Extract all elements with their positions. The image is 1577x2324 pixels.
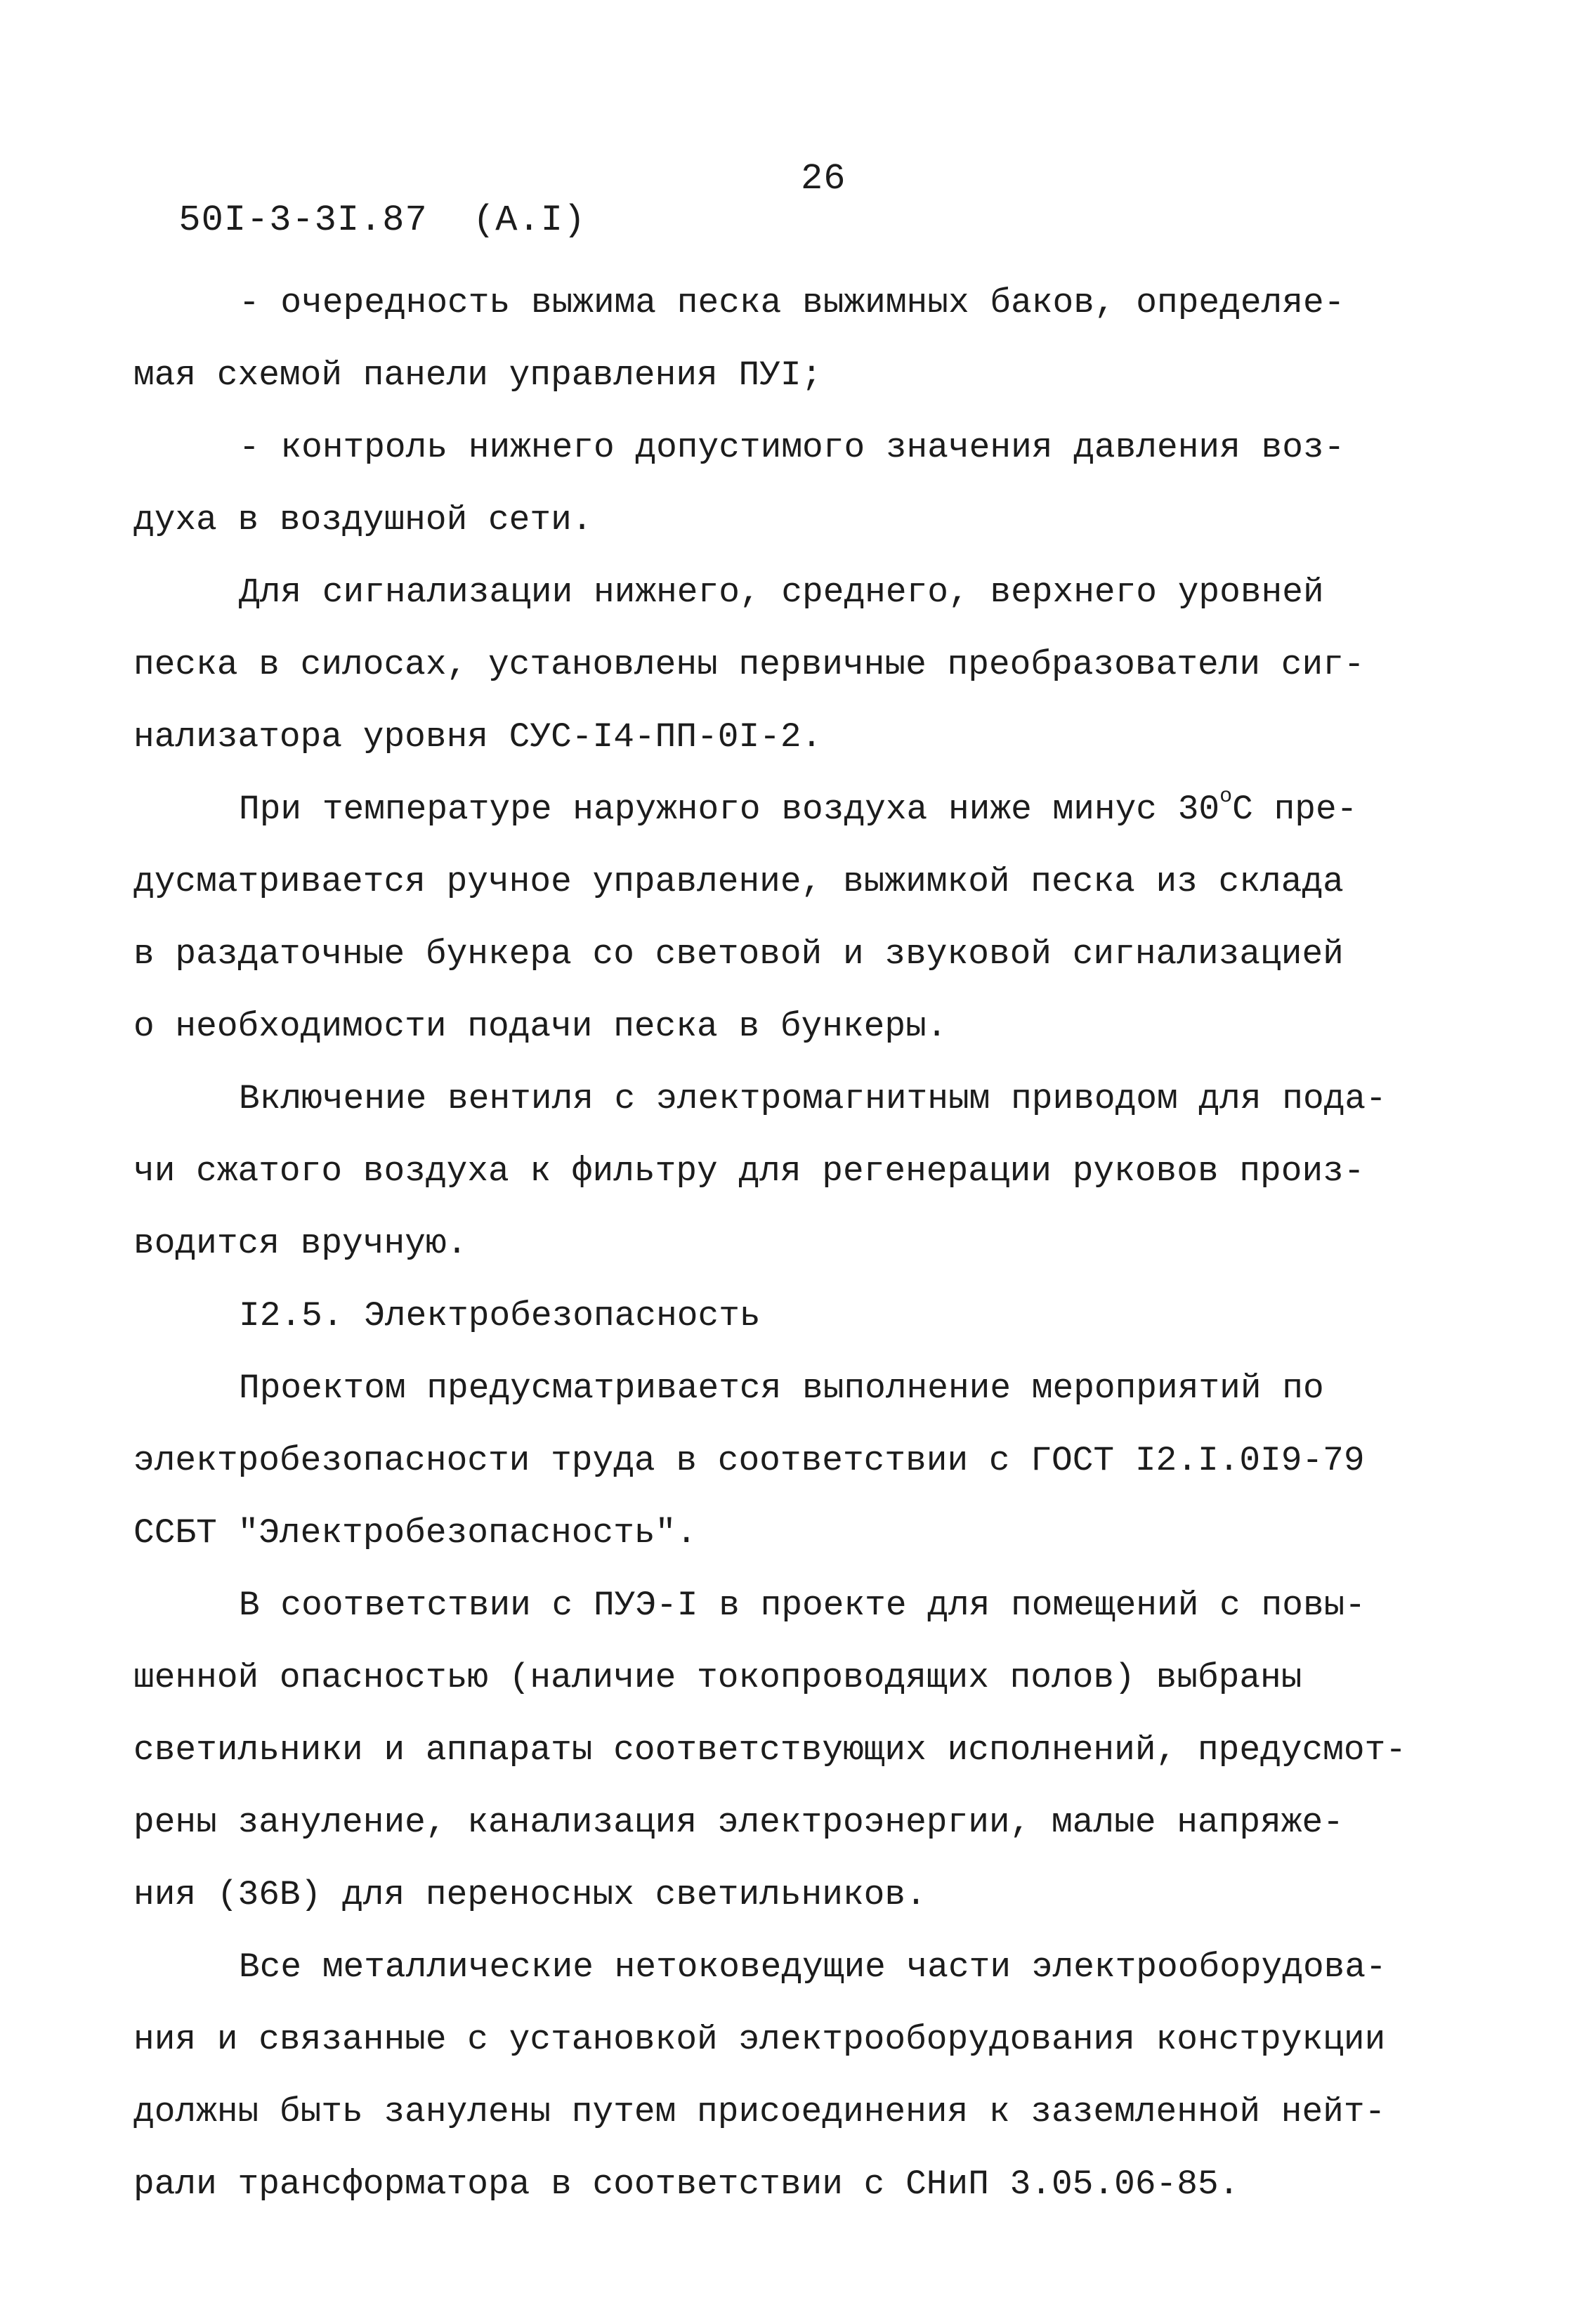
text-line-content: мая схемой панели управления ПУI; [133, 355, 823, 395]
text-line-continuation: С пре- [1232, 790, 1358, 829]
text-line-content: Все металлические нетоковедущие части электрооборудова- [239, 1947, 1387, 1987]
text-line [133, 918, 1468, 991]
text-line [133, 629, 1468, 701]
page-number: 26 [801, 158, 846, 200]
text-line-content: При температуре наружного воздуха ниже минус 30 [239, 790, 1220, 829]
text-line [133, 991, 1468, 1063]
text-line [133, 484, 1468, 556]
text-line [133, 556, 1468, 629]
text-line [133, 267, 1468, 339]
text-line [133, 846, 1468, 918]
text-line-content: Для сигнализации нижнего, среднего, верхнего уровней [239, 573, 1324, 612]
text-line-content: чи сжатого воздуха к фильтру для регенерации руковов произ- [133, 1151, 1365, 1191]
text-line [133, 1859, 1468, 1931]
text-line-content: дусматривается ручное управление, выжимкой песка из склада [133, 862, 1344, 901]
text-line [133, 2148, 1468, 2221]
text-line-content: рали трансформатора в соответствии с СНиП 3.05.06-85. [133, 2165, 1240, 2204]
text-line [133, 701, 1468, 773]
text-line [133, 339, 1468, 412]
text-line [133, 1135, 1468, 1208]
text-line-content: ССБТ "Электробезопасность". [133, 1513, 698, 1553]
text-line [133, 2076, 1468, 2148]
text-line-content: должны быть занулены путем присоединения к заземленной нейт- [133, 2092, 1386, 2132]
text-line-content: ния и связанные с установкой электрооборудования конструкции [133, 2020, 1386, 2059]
text-line-content: электробезопасности труда в соответствии с ГОСТ I2.I.0I9-79 [133, 1441, 1365, 1480]
text-line [133, 412, 1468, 484]
text-line-content: рены зануление, канализация электроэнергии, малые напряже- [133, 1803, 1344, 1842]
page-header [133, 158, 846, 282]
text-line-content: в раздаточные бункера со световой и звуковой сигнализацией [133, 934, 1344, 974]
text-line-content: о необходимости подачи песка в бункеры. [133, 1007, 948, 1046]
text-line [133, 1063, 1468, 1135]
body-text [133, 267, 1468, 2221]
text-line [133, 1569, 1468, 1642]
text-line-content: шенной опасностью (наличие токопроводящих полов) выбраны [133, 1658, 1302, 1697]
text-line-content: Проектом предусматривается выполнение мероприятий по [239, 1369, 1324, 1408]
text-line-content: ния (36В) для переносных светильников. [133, 1875, 927, 1914]
text-line-content: водится вручную. [133, 1224, 468, 1263]
text-line [133, 1642, 1468, 1714]
text-line [133, 1425, 1468, 1497]
text-line-content: песка в силосах, установлены первичные преобразователи сиг- [133, 645, 1365, 684]
text-line-content: I2.5. Электробезопасность [239, 1296, 761, 1336]
text-line-content: духа в воздушной сети. [133, 500, 593, 540]
text-line-content: нализатора уровня СУС-I4-ПП-0I-2. [133, 717, 823, 757]
text-line-content: - контроль нижнего допустимого значения давления воз- [239, 428, 1345, 467]
text-line [133, 1497, 1468, 1569]
text-line [133, 1352, 1468, 1425]
text-line [133, 1931, 1468, 2004]
text-line [133, 1787, 1468, 1859]
text-line [133, 773, 1468, 846]
document-code: 50I-3-3I.87 (А.I) [178, 200, 587, 241]
degree-superscript: о [1219, 785, 1233, 809]
text-line [133, 1714, 1468, 1787]
text-line [133, 1208, 1468, 1280]
section-heading [133, 1280, 1468, 1352]
text-line-content: В соответствии с ПУЭ-I в проекте для помещений с повы- [239, 1586, 1366, 1625]
text-line-content: Включение вентиля с электромагнитным приводом для пода- [239, 1079, 1387, 1118]
text-line-content: - очередность выжима песка выжимных баков, определяе- [239, 283, 1345, 322]
text-line-content: светильники и аппараты соответствующих исполнений, предусмот- [133, 1730, 1406, 1770]
text-line [133, 2004, 1468, 2076]
